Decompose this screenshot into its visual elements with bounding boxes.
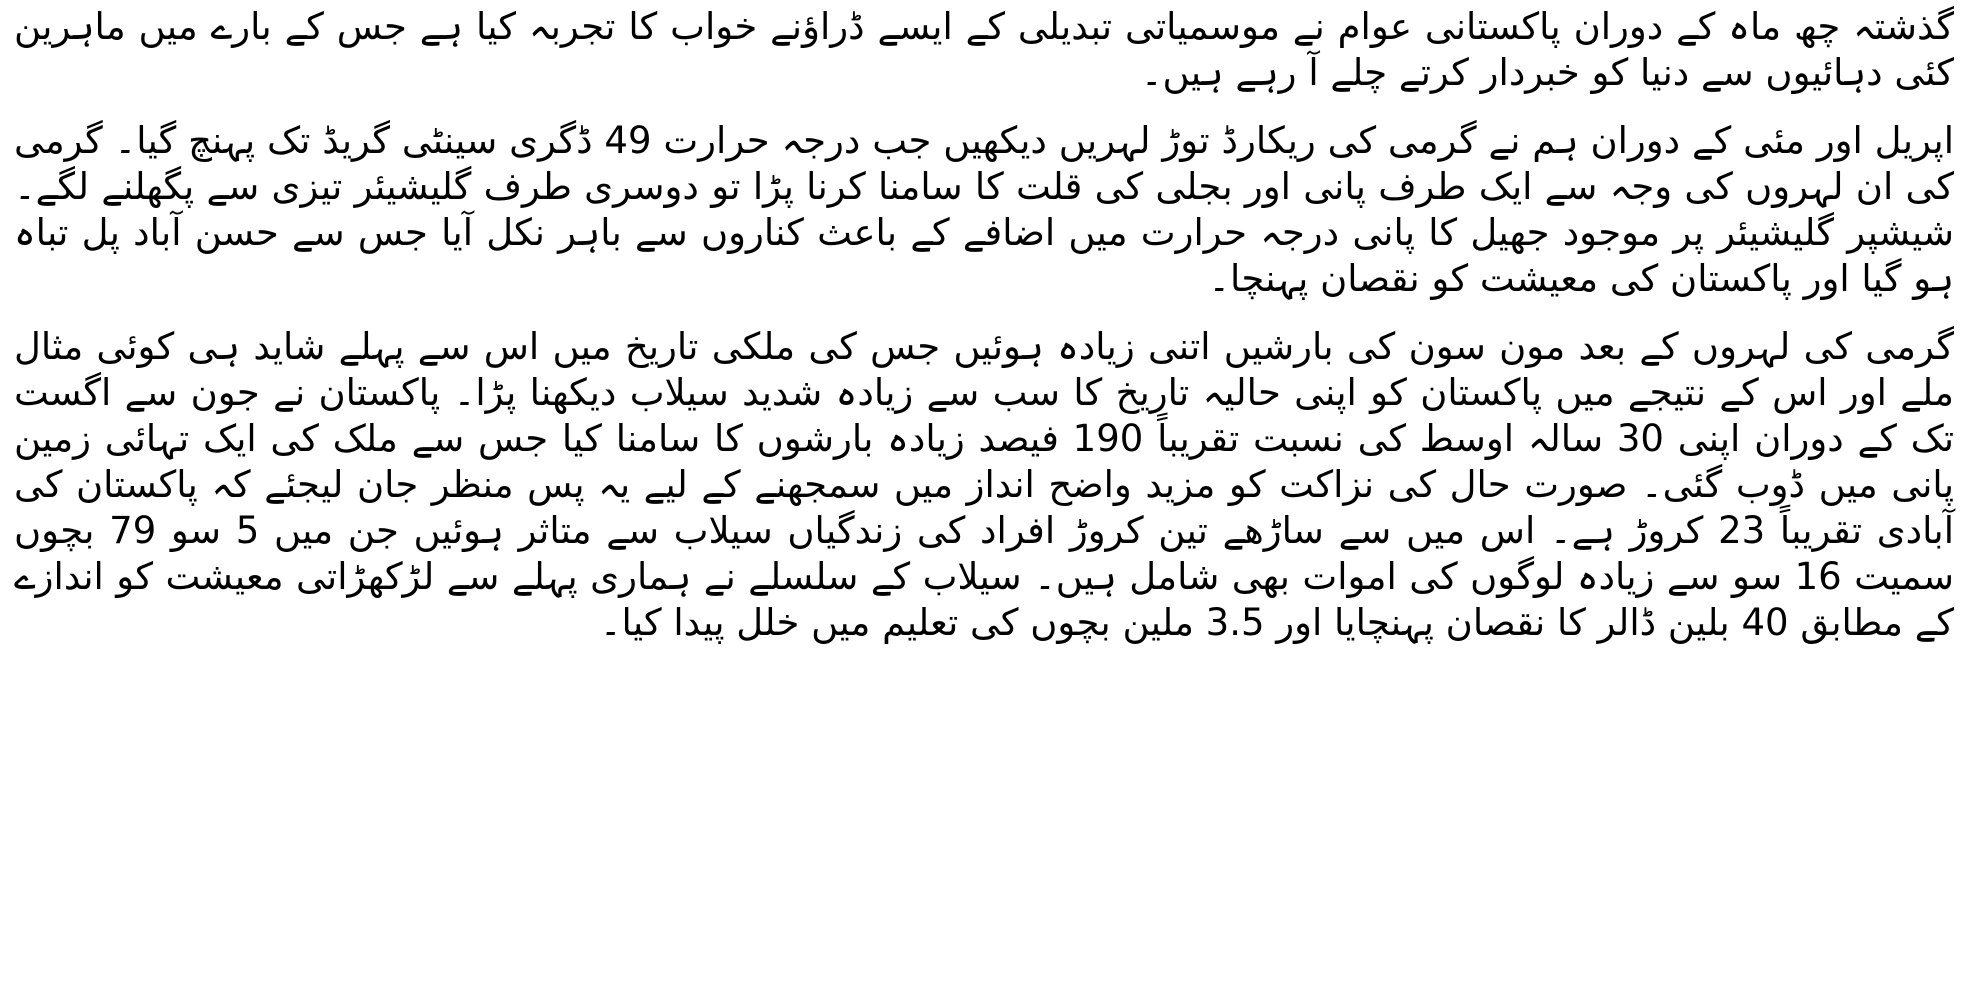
paragraph-intro: گذشتہ چھ ماہ کے دوران پاکستانی عوام نے موسمیاتی تبدیلی کے ایسے ڈراؤنے خواب کا تجربہ کیا ہے جس کے بارے میں ماہرین کئی دہائیوں سے دنیا کو خبردار کرتے چلے آ رہے ہیں۔ <box>14 5 1954 94</box>
article-body <box>14 4 1954 668</box>
paragraph-heatwave: اپریل اور مئی کے دوران ہم نے گرمی کی ریکارڈ توڑ لہریں دیکھیں جب درجہ حرارت 49 ڈگری سینٹی گریڈ تک پہنچ گیا۔ گرمی کی ان لہروں کی وجہ سے ایک طرف پانی اور بجلی کی قلت کا سامنا کرنا پڑا تو دوسری طرف گلیشیئر تیزی سے پگھلنے لگے۔ شیشپر گلیشیئر پر موجود جھیل کا پانی درجہ حرارت میں اضافے کے باعث کناروں سے باہر نکل آیا جس سے حسن آباد پل تباہ ہو گیا اور پاکستان کی معیشت کو نقصان پہنچا۔ <box>14 119 1954 300</box>
paragraph-floods: گرمی کی لہروں کے بعد مون سون کی بارشیں اتنی زیادہ ہوئیں جس کی ملکی تاریخ میں اس سے پہلے شاید ہی کوئی مثال ملے اور اس کے نتیجے میں پاکستان کو اپنی حالیہ تاریخ کا سب سے زیادہ شدید سیلاب دیکھنا پڑا۔ پاکستان نے جون سے اگست تک کے دوران اپنی 30 سالہ اوسط کی نسبت تقریباً 190 فیصد زیادہ بارشوں کا سامنا کیا جس سے ملک کی ایک تہائی زمین پانی میں ڈوب گئی۔ صورت حال کی نزاکت کو مزید واضح انداز میں سمجھنے کے لیے یہ پس منظر جان لیجئے کہ پاکستان کی آبادی تقریباً 23 کروڑ ہے۔ اس میں سے ساڑھے تین کروڑ افراد کی زندگیاں سیلاب سے متاثر ہوئیں جن میں 5 سو 79 بچوں سمیت 16 سو سے زیادہ لوگوں کی اموات بھی شامل ہیں۔ سیلاب کے سلسلے نے ہماری پہلے سے لڑکھڑاتی معیشت کو اندازے کے مطابق 40 بلین ڈالر کا نقصان پہنچایا اور 3.5 ملین بچوں کی تعلیم میں خلل پیدا کیا۔ <box>14 325 1955 644</box>
